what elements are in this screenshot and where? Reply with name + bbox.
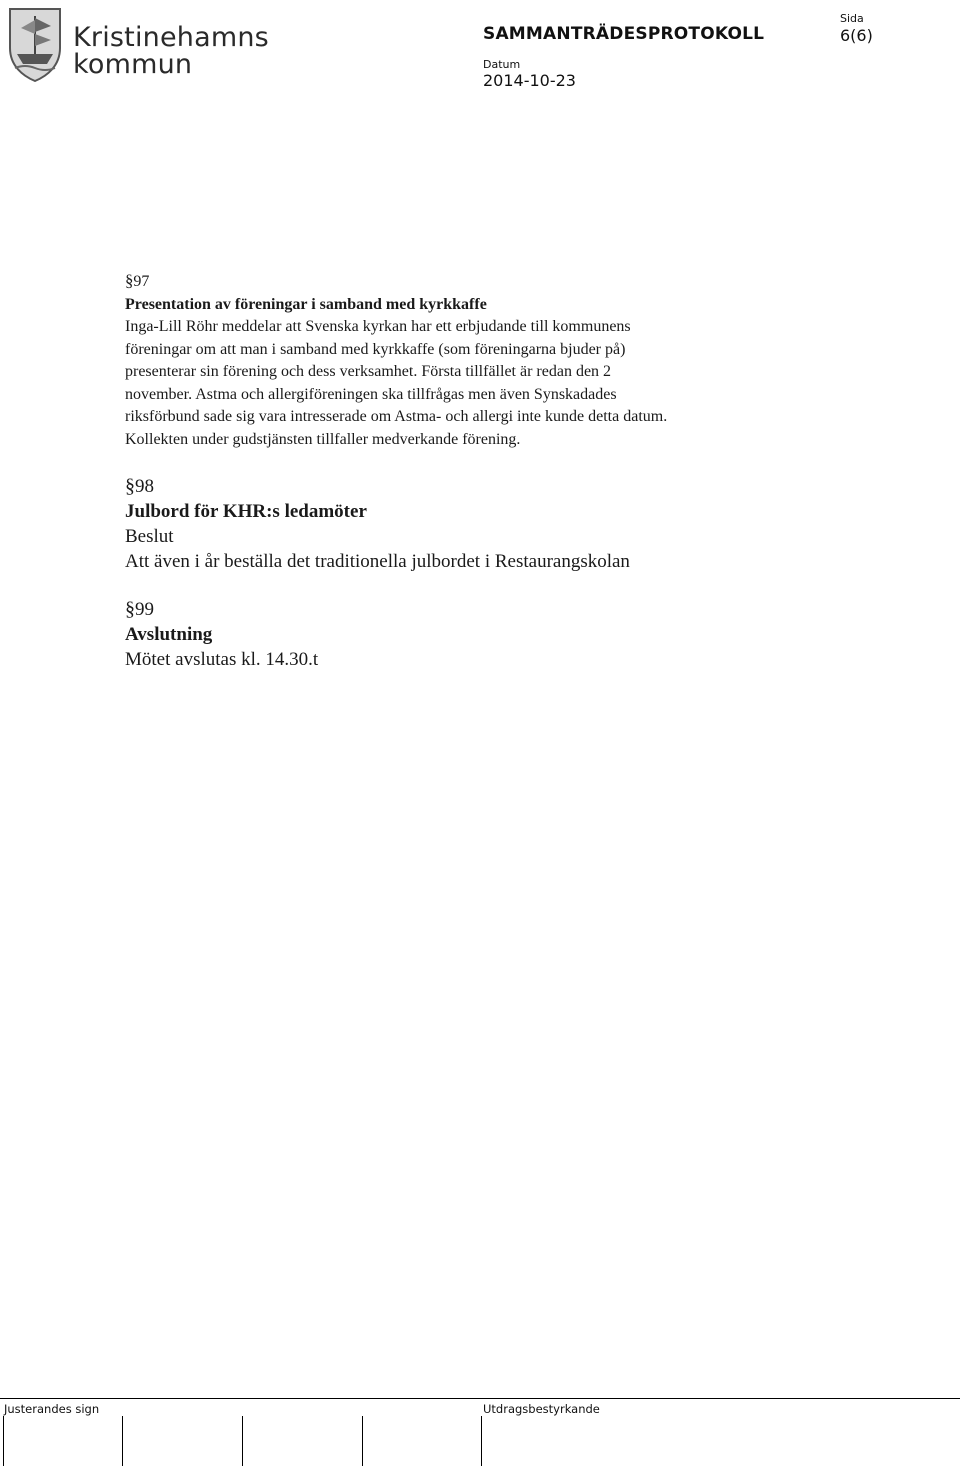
body-line: Inga-Lill Röhr meddelar att Svenska kyrkan har ett erbjudande till kommunens — [125, 318, 631, 335]
body-line: Kollekten under gudstjänsten tillfaller medverkande förening. — [125, 430, 521, 448]
body-line: riksförbund sade sig vara intresserade om Astma- och allergi inte kunde detta datum. — [125, 408, 668, 425]
protocol-title: SAMMANTRÄDESPROTOKOLL — [483, 24, 765, 44]
signature-box-divider — [362, 1416, 363, 1466]
signature-box-divider — [122, 1416, 123, 1466]
section-number: §99 — [125, 598, 154, 620]
section-97 — [125, 270, 805, 451]
body-line: november. Astma och allergiföreningen ska tillfrågas men även Synskadades — [125, 385, 617, 403]
body-line: föreningar om att man i samband med kyrkkaffe (som föreningarna bjuder på) — [125, 340, 626, 358]
section-heading: Avslutning — [125, 624, 213, 645]
signature-box-divider — [481, 1416, 482, 1466]
page-label: Sida — [840, 12, 864, 25]
body-line: Mötet avslutas kl. 14.30.t — [125, 649, 319, 670]
section-number: §97 — [125, 271, 150, 290]
section-98 — [125, 474, 805, 574]
section-heading: Presentation av föreningar i samband med kyrkkaffe — [125, 295, 487, 313]
footer-divider — [0, 1398, 960, 1399]
signature-box-divider — [3, 1416, 4, 1466]
section-subheading: Beslut — [125, 526, 174, 547]
signature-box-divider — [242, 1416, 243, 1466]
ship-crest-icon — [7, 6, 63, 82]
logo-name-line2: kommun — [73, 49, 193, 80]
section-sign-icon: § — [125, 475, 135, 497]
page-number: 6(6) — [840, 26, 873, 45]
section-sign-icon: § — [125, 598, 135, 620]
logo-name-line1: Kristinehamns — [73, 22, 269, 53]
justerandes-sign-label: Justerandes sign — [4, 1402, 100, 1416]
utdragsbestyrkande-label: Utdragsbestyrkande — [483, 1402, 600, 1416]
date-label: Datum — [483, 58, 521, 71]
body-line: Att även i år beställa det traditionella julbordet i Restaurangskolan — [125, 551, 630, 572]
section-heading: Julbord för KHR:s ledamöter — [125, 501, 367, 522]
logo-wordmark — [73, 24, 269, 78]
body-line: presenterar sin förening och dess verksamhet. Första tillfället är redan den 2 — [125, 363, 612, 380]
municipality-logo — [7, 6, 269, 82]
section-99 — [125, 597, 805, 672]
section-number: §98 — [125, 475, 154, 497]
section-sign-icon: § — [125, 271, 134, 290]
date-value: 2014-10-23 — [483, 71, 576, 90]
